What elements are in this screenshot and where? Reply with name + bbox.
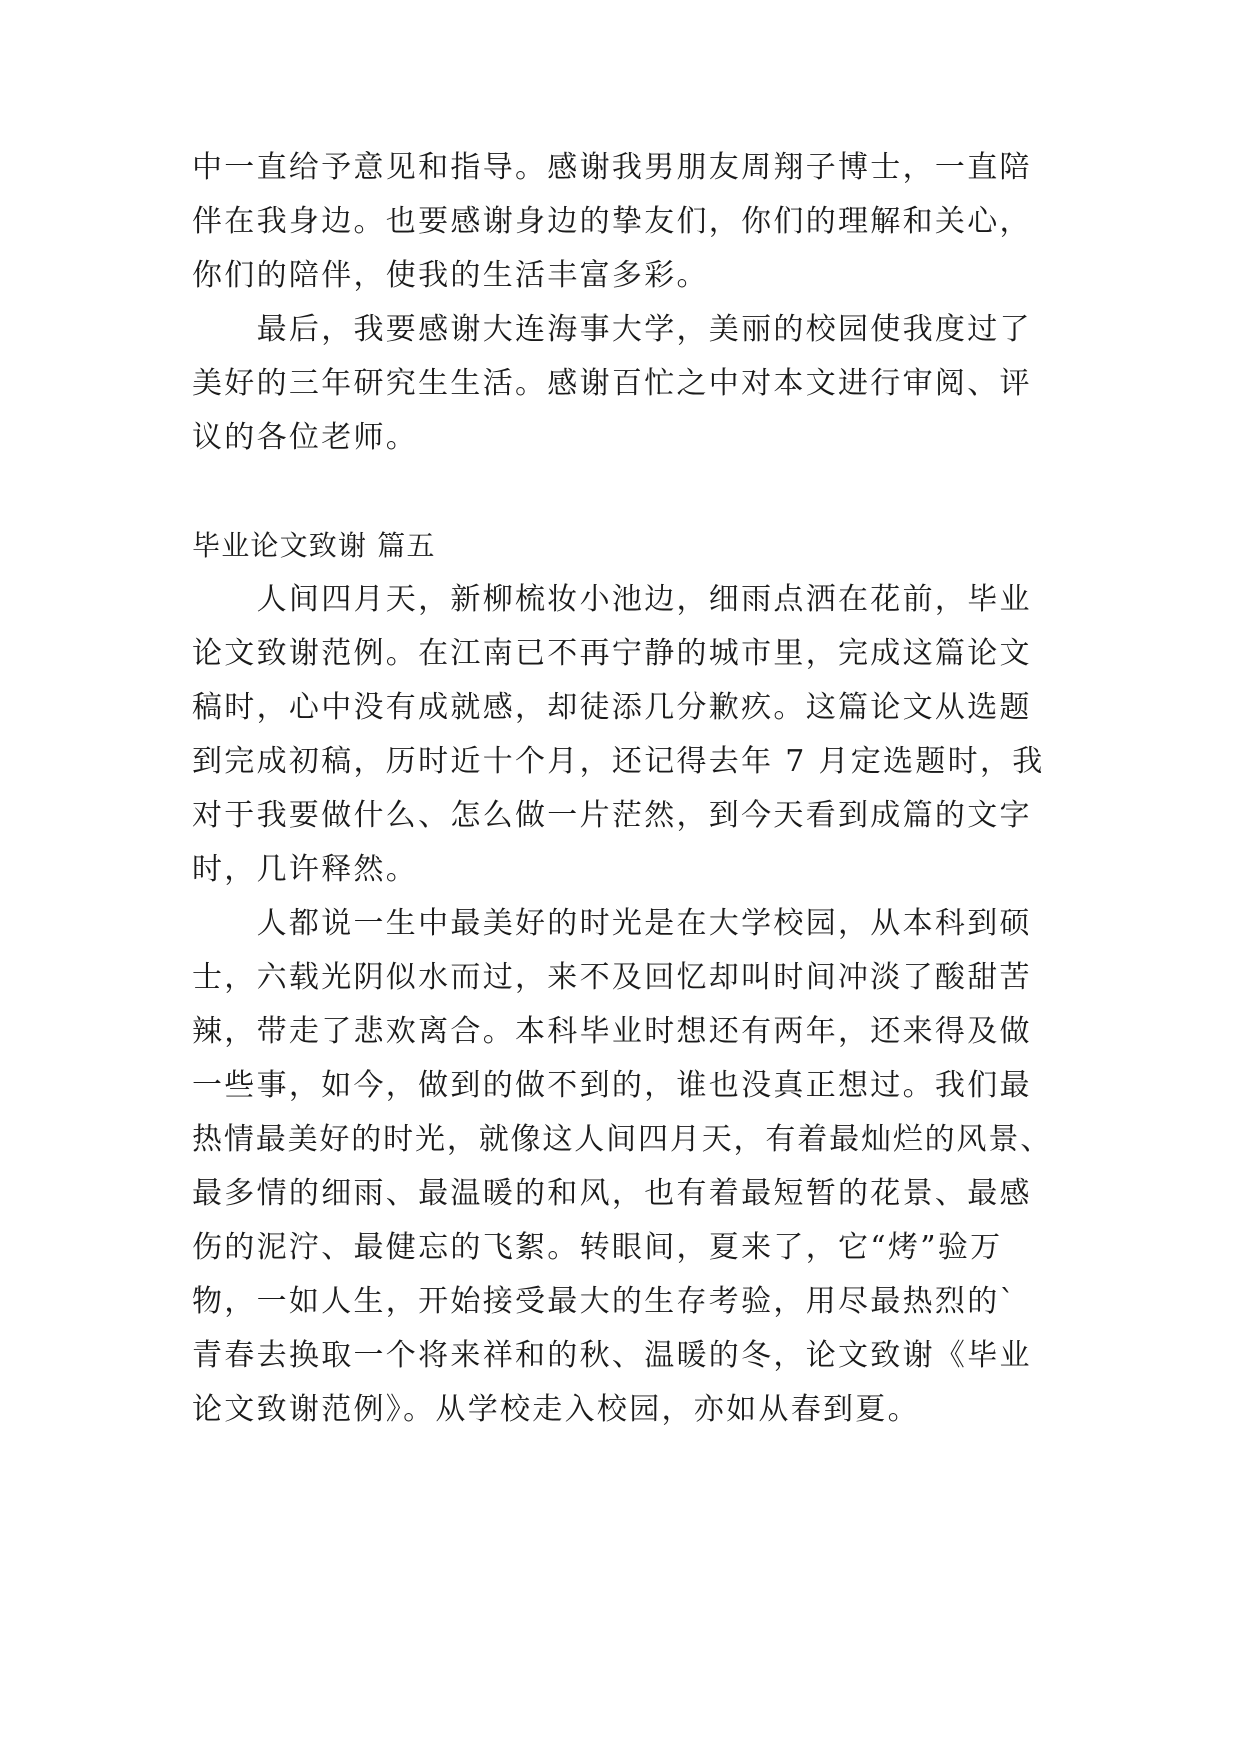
text-line: 论文致谢范例。在江南已不再宁静的城市里，完成这篇论文 [192, 636, 1032, 671]
text-line: 稿时，心中没有成就感，却徒添几分歉疚。这篇论文从选题 [192, 690, 1032, 725]
text-line: 议的各位老师。 [192, 420, 419, 455]
section-heading: 毕业论文致谢 篇五 [192, 529, 436, 562]
text-line: 物，一如人生，开始接受最大的生存考验，用尽最热烈的` [192, 1284, 1017, 1319]
text-line: 对于我要做什么、怎么做一片茫然，到今天看到成篇的文字 [192, 798, 1032, 833]
text-line: 人间四月天，新柳梳妆小池边，细雨点洒在花前，毕业 [192, 582, 1032, 617]
text-line: 青春去换取一个将来祥和的秋、温暖的冬，论文致谢《毕业 [192, 1338, 1032, 1373]
text-line: 到完成初稿，历时近十个月，还记得去年 7 月定选题时，我 [192, 744, 1045, 779]
text-line: 伴在我身边。也要感谢身边的挚友们，你们的理解和关心， [192, 204, 1032, 239]
text-line: 人都说一生中最美好的时光是在大学校园，从本科到硕 [192, 906, 1032, 941]
text-line: 美好的三年研究生生活。感谢百忙之中对本文进行审阅、评 [192, 366, 1032, 401]
text-line: 中一直给予意见和指导。感谢我男朋友周翔子博士，一直陪 [192, 150, 1032, 185]
text-line: 论文致谢范例》。从学校走入校园，亦如从春到夏。 [192, 1392, 920, 1427]
text-line: 辣，带走了悲欢离合。本科毕业时想还有两年，还来得及做 [192, 1014, 1032, 1049]
text-line: 时，几许释然。 [192, 852, 419, 887]
text-line: 士，六载光阴似水而过，来不及回忆却叫时间冲淡了酸甜苦 [192, 960, 1032, 995]
text-line: 热情最美好的时光，就像这人间四月天，有着最灿烂的风景、 [192, 1122, 1053, 1157]
text-line: 你们的陪伴，使我的生活丰富多彩。 [192, 258, 709, 293]
text-line: 最后，我要感谢大连海事大学，美丽的校园使我度过了 [192, 312, 1032, 347]
text-line: 一些事，如今，做到的做不到的，谁也没真正想过。我们最 [192, 1068, 1032, 1103]
text-line: 最多情的细雨、最温暖的和风，也有着最短暂的花景、最感 [192, 1176, 1032, 1211]
text-line: 伤的泥泞、最健忘的飞絮。转眼间，夏来了，它“烤”验万 [192, 1230, 1003, 1265]
